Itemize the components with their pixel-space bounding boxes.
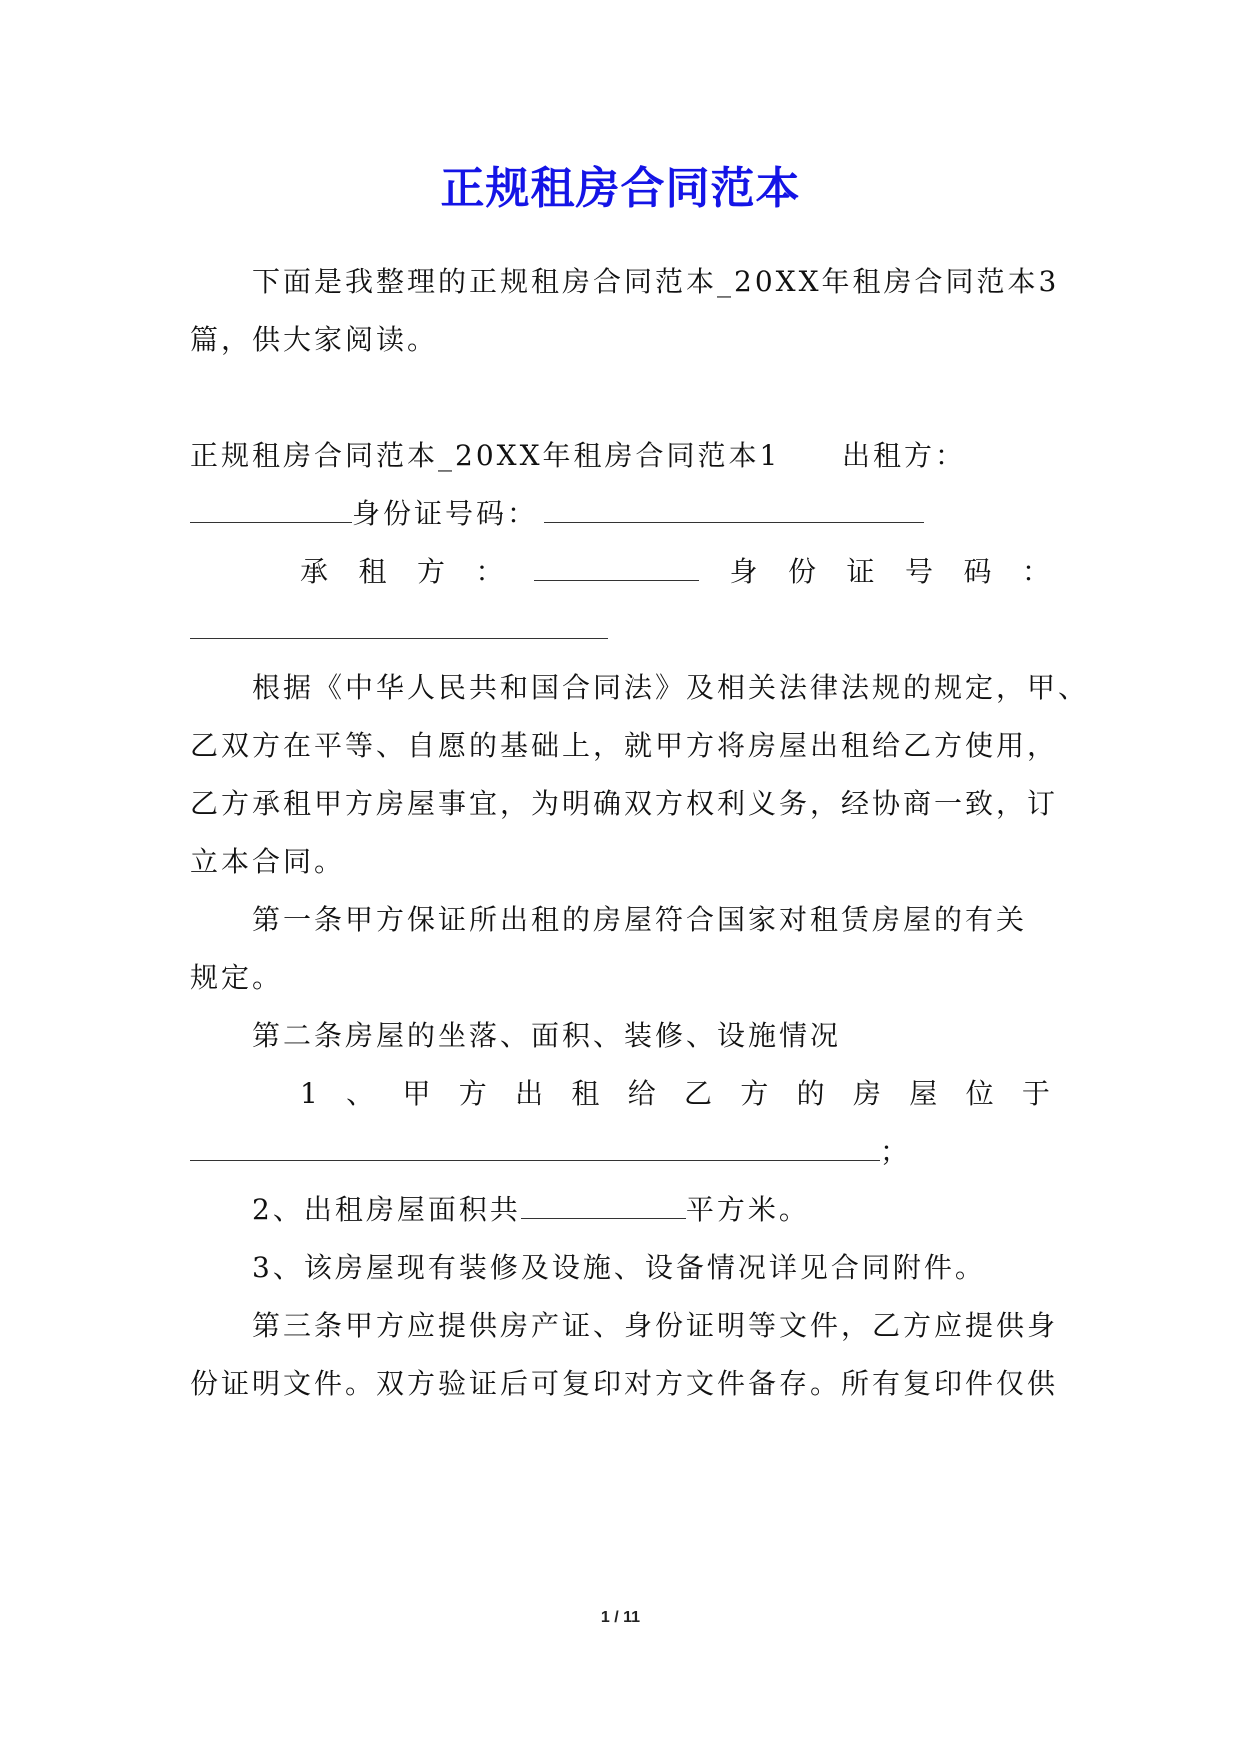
id-label-1: 身份证号码： bbox=[352, 497, 539, 530]
id-label-2-char: 份 bbox=[787, 555, 816, 588]
item1-char: 屋 bbox=[909, 1077, 938, 1110]
item1-char: 方 bbox=[740, 1077, 769, 1110]
article3-line-2: 份证明文件。双方验证后可复印对方文件备存。所有复印件仅供 bbox=[190, 1367, 1059, 1400]
id-label-2-char: 码 bbox=[963, 555, 992, 588]
item1-char: 位 bbox=[965, 1077, 994, 1110]
item1-location-row bbox=[190, 1132, 1050, 1172]
lessor-name-blank bbox=[190, 494, 352, 523]
item1-char: 房 bbox=[852, 1077, 881, 1110]
lessor-label: 出租方： bbox=[842, 439, 967, 472]
lessee-name-blank bbox=[534, 552, 699, 581]
lessee-char: 承 bbox=[300, 555, 329, 588]
item1-char: 1 bbox=[300, 1077, 318, 1110]
item1-char: 租 bbox=[571, 1077, 600, 1110]
lessee-id-row bbox=[190, 610, 1050, 650]
id-label-2-char: ： bbox=[1021, 555, 1050, 588]
article1-line-1: 第一条甲方保证所出租的房屋符合国家对租赁房屋的有关 bbox=[252, 903, 1028, 936]
item1-row bbox=[300, 1074, 1050, 1114]
section-heading: 正规租房合同范本_20XX年租房合同范本1 bbox=[190, 439, 781, 472]
lessee-id-blank bbox=[190, 610, 608, 639]
lessee-char: 方 bbox=[417, 555, 446, 588]
item1-char: 乙 bbox=[684, 1077, 713, 1110]
intro-line-2: 篇，供大家阅读。 bbox=[190, 323, 439, 356]
item1-char: 出 bbox=[515, 1077, 544, 1110]
area-blank bbox=[521, 1190, 686, 1219]
item1-char: 的 bbox=[796, 1077, 825, 1110]
item2-row bbox=[252, 1190, 1050, 1230]
document-title: 正规租房合同范本 bbox=[440, 163, 801, 214]
lessee-char: ： bbox=[475, 555, 504, 588]
id-label-2-char: 号 bbox=[904, 555, 933, 588]
item1-end: ； bbox=[880, 1135, 912, 1168]
intro-line-1: 下面是我整理的正规租房合同范本_20XX年租房合同范本3 bbox=[252, 265, 1060, 298]
lessee-row bbox=[300, 552, 1050, 592]
id-label-2-char: 证 bbox=[846, 555, 875, 588]
id-label-2-char: 身 bbox=[729, 555, 758, 588]
preamble-line-4: 立本合同。 bbox=[190, 845, 346, 878]
item2-prefix: 2、出租房屋面积共 bbox=[252, 1193, 521, 1226]
item1-char: 甲 bbox=[402, 1077, 431, 1110]
preamble-line-1: 根据《中华人民共和国合同法》及相关法律法规的规定，甲、 bbox=[252, 671, 1090, 704]
item2-suffix: 平方米。 bbox=[685, 1193, 810, 1226]
article3-line-1: 第三条甲方应提供房产证、身份证明等文件，乙方应提供身 bbox=[252, 1309, 1059, 1342]
preamble-line-3: 乙方承租甲方房屋事宜，为明确双方权利义务，经协商一致，订 bbox=[190, 787, 1059, 820]
item1-char: 、 bbox=[346, 1077, 375, 1110]
page-number: 1 / 11 bbox=[600, 1609, 641, 1626]
section-heading-row bbox=[190, 436, 1050, 476]
article2-heading: 第二条房屋的坐落、面积、装修、设施情况 bbox=[252, 1019, 842, 1052]
preamble-line-2: 乙双方在平等、自愿的基础上，就甲方将房屋出租给乙方使用， bbox=[190, 729, 1059, 762]
item1-char: 于 bbox=[1021, 1077, 1050, 1110]
item1-char: 给 bbox=[627, 1077, 656, 1110]
lessor-id-blank bbox=[544, 494, 924, 523]
article1-line-2: 规定。 bbox=[190, 961, 284, 994]
location-blank bbox=[190, 1132, 880, 1161]
item3-row: 3、该房屋现有装修及设施、设备情况详见合同附件。 bbox=[252, 1251, 986, 1284]
item1-char: 方 bbox=[458, 1077, 487, 1110]
lessor-id-row bbox=[190, 494, 1050, 534]
lessee-char: 租 bbox=[358, 555, 387, 588]
